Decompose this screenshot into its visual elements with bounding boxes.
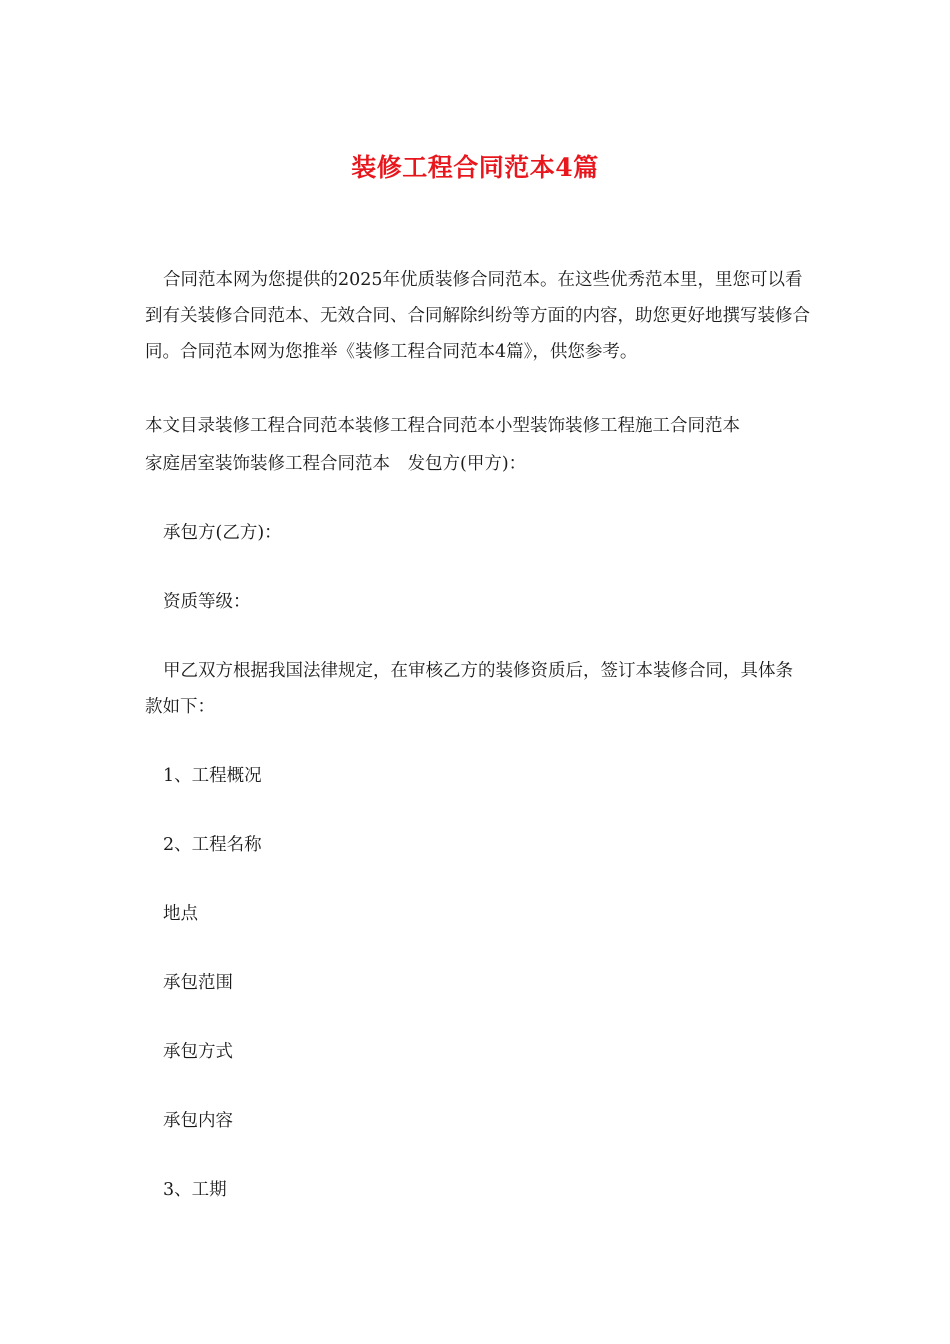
intro-paragraph: 合同范本网为您提供的2025年优质装修合同范本。在这些优秀范本里，里您可以看到有关装修合同范本、无效合同、合同解除纠纷等方面的内容，助您更好地撰写装修合同。合同范本网为您推举《装修工程合同范本4篇》，供您参考。 [145,270,810,362]
toc-line-1: 本文目录装修工程合同范本装修工程合同范本小型装饰装修工程施工合同范本 [145,416,740,436]
clause-item: 3、工期 [163,1180,227,1200]
toc-line-2: 家庭居室装饰装修工程合同范本 发包方(甲方)： [145,454,527,474]
clause-item: 1、工程概况 [163,766,262,786]
clause-item: 2、工程名称 [163,835,262,855]
clause-item: 承包方式 [163,1042,233,1062]
party-b-line: 承包方(乙方)： [163,523,282,543]
clause-item: 地点 [163,904,198,924]
clause-item: 承包范围 [163,973,233,993]
preamble-paragraph: 甲乙双方根据我国法律规定，在审核乙方的装修资质后，签订本装修合同，具体条款如下： [145,661,793,717]
clause-item: 承包内容 [163,1111,233,1131]
document-title: 装修工程合同范本4篇 [351,153,599,182]
qualification-line: 资质等级： [163,592,251,612]
